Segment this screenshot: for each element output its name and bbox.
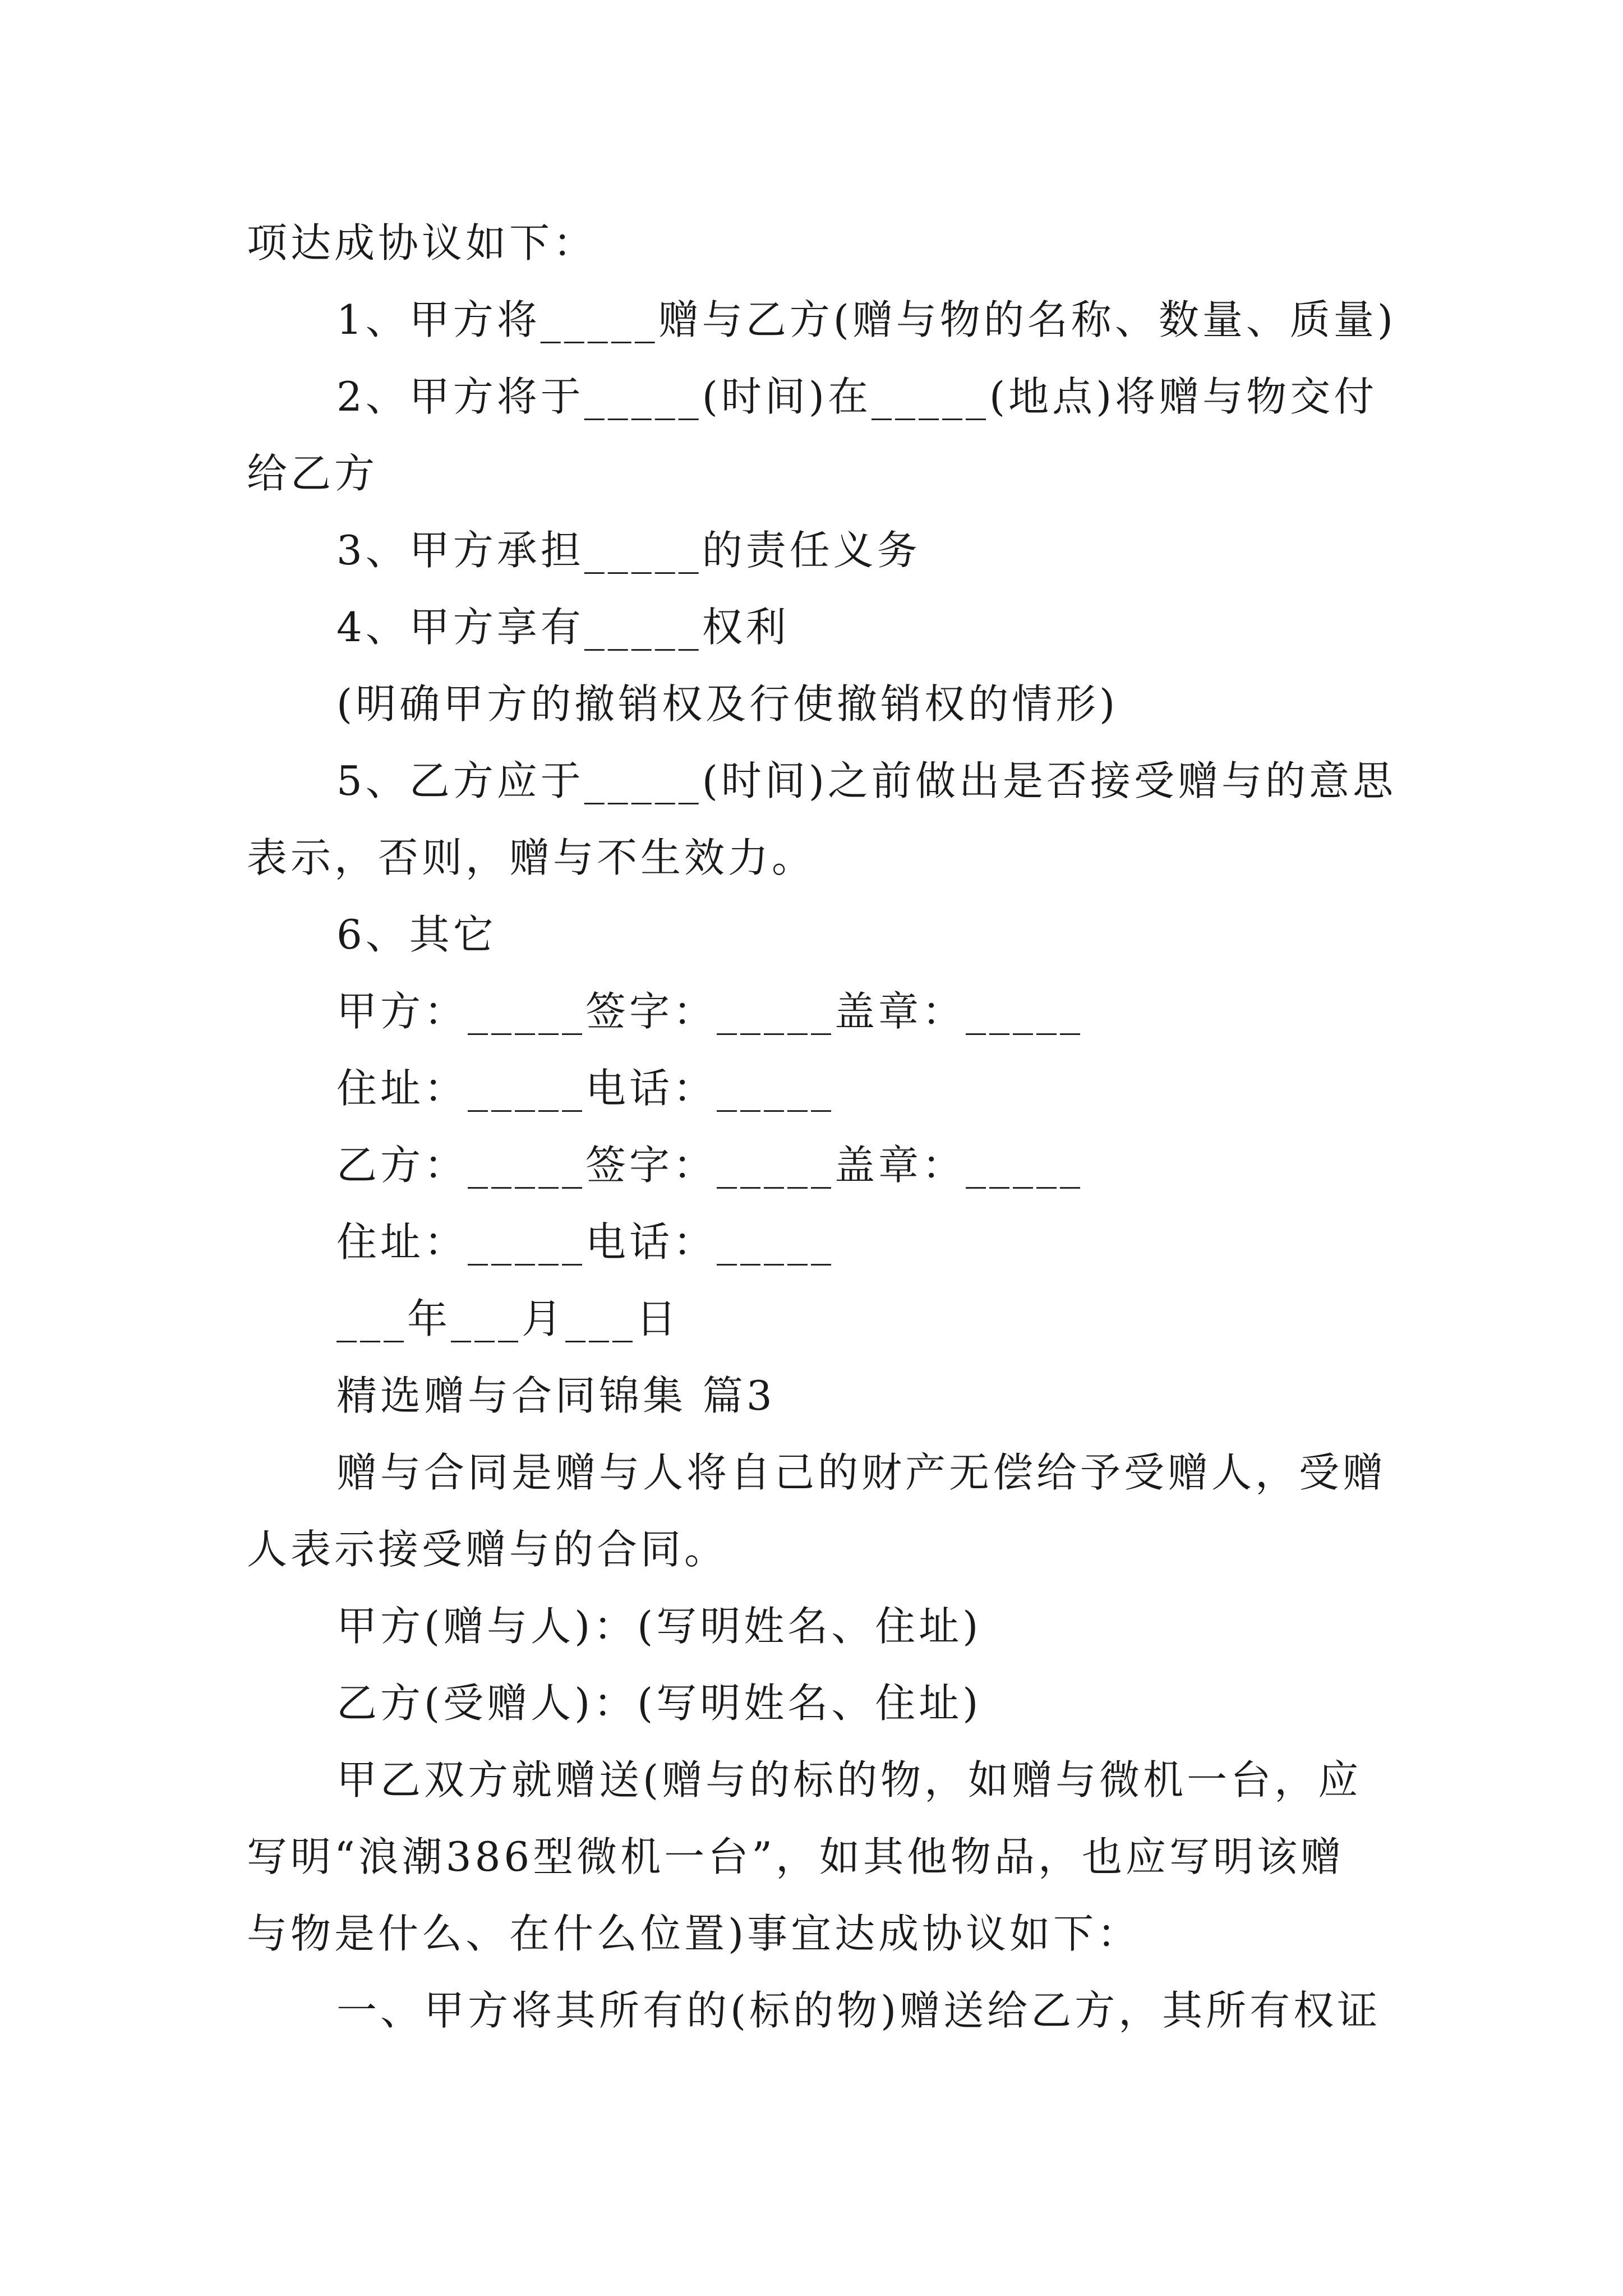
text-line: 甲方(赠与人)：(写明姓名、住址) <box>336 1603 982 1650</box>
text-line: 4、甲方享有_____权利 <box>336 604 790 651</box>
text-line: 1、甲方将_____赠与乙方(赠与物的名称、数量、质量) <box>336 296 1396 343</box>
text-line: 一、甲方将其所有的(标的物)赠送给乙方，其所有权证 <box>336 1987 1381 2034</box>
section-heading: 精选赠与合同锦集 篇3 <box>336 1372 776 1419</box>
text-line: 表示，否则，赠与不生效力。 <box>247 834 816 881</box>
signature-line-party-a: 甲方：_____签字：_____盖章：_____ <box>336 988 1084 1035</box>
text-line: 3、甲方承担_____的责任义务 <box>336 527 921 574</box>
signature-line-party-b: 乙方：_____签字：_____盖章：_____ <box>336 1142 1084 1189</box>
text-line: (明确甲方的撤销权及行使撤销权的情形) <box>336 680 1119 728</box>
text-line: 项达成协议如下： <box>247 219 597 266</box>
text-line: 写明“浪潮386型微机一台”，如其他物品，也应写明该赠 <box>247 1833 1345 1880</box>
text-line: 5、乙方应于_____(时间)之前做出是否接受赠与的意思 <box>336 757 1396 804</box>
address-line-party-b: 住址：_____电话：_____ <box>336 1218 835 1266</box>
document-body <box>247 205 1396 2049</box>
text-line: 乙方(受赠人)：(写明姓名、住址) <box>336 1680 982 1727</box>
text-line: 甲乙双方就赠送(赠与的标的物，如赠与微机一台，应 <box>336 1756 1362 1803</box>
text-line: 6、其它 <box>336 911 497 958</box>
text-line: 与物是什么、在什么位置)事宜达成协议如下： <box>247 1910 1141 1957</box>
text-line: 赠与合同是赠与人将自己的财产无偿给予受赠人，受赠 <box>336 1449 1387 1496</box>
text-line: 人表示接受赠与的合同。 <box>247 1526 728 1573</box>
text-line: 给乙方 <box>247 450 379 497</box>
text-line: 2、甲方将于_____(时间)在_____(地点)将赠与物交付 <box>336 373 1378 420</box>
date-line: ___年___月___日 <box>336 1295 680 1342</box>
address-line-party-a: 住址：_____电话：_____ <box>336 1065 835 1112</box>
